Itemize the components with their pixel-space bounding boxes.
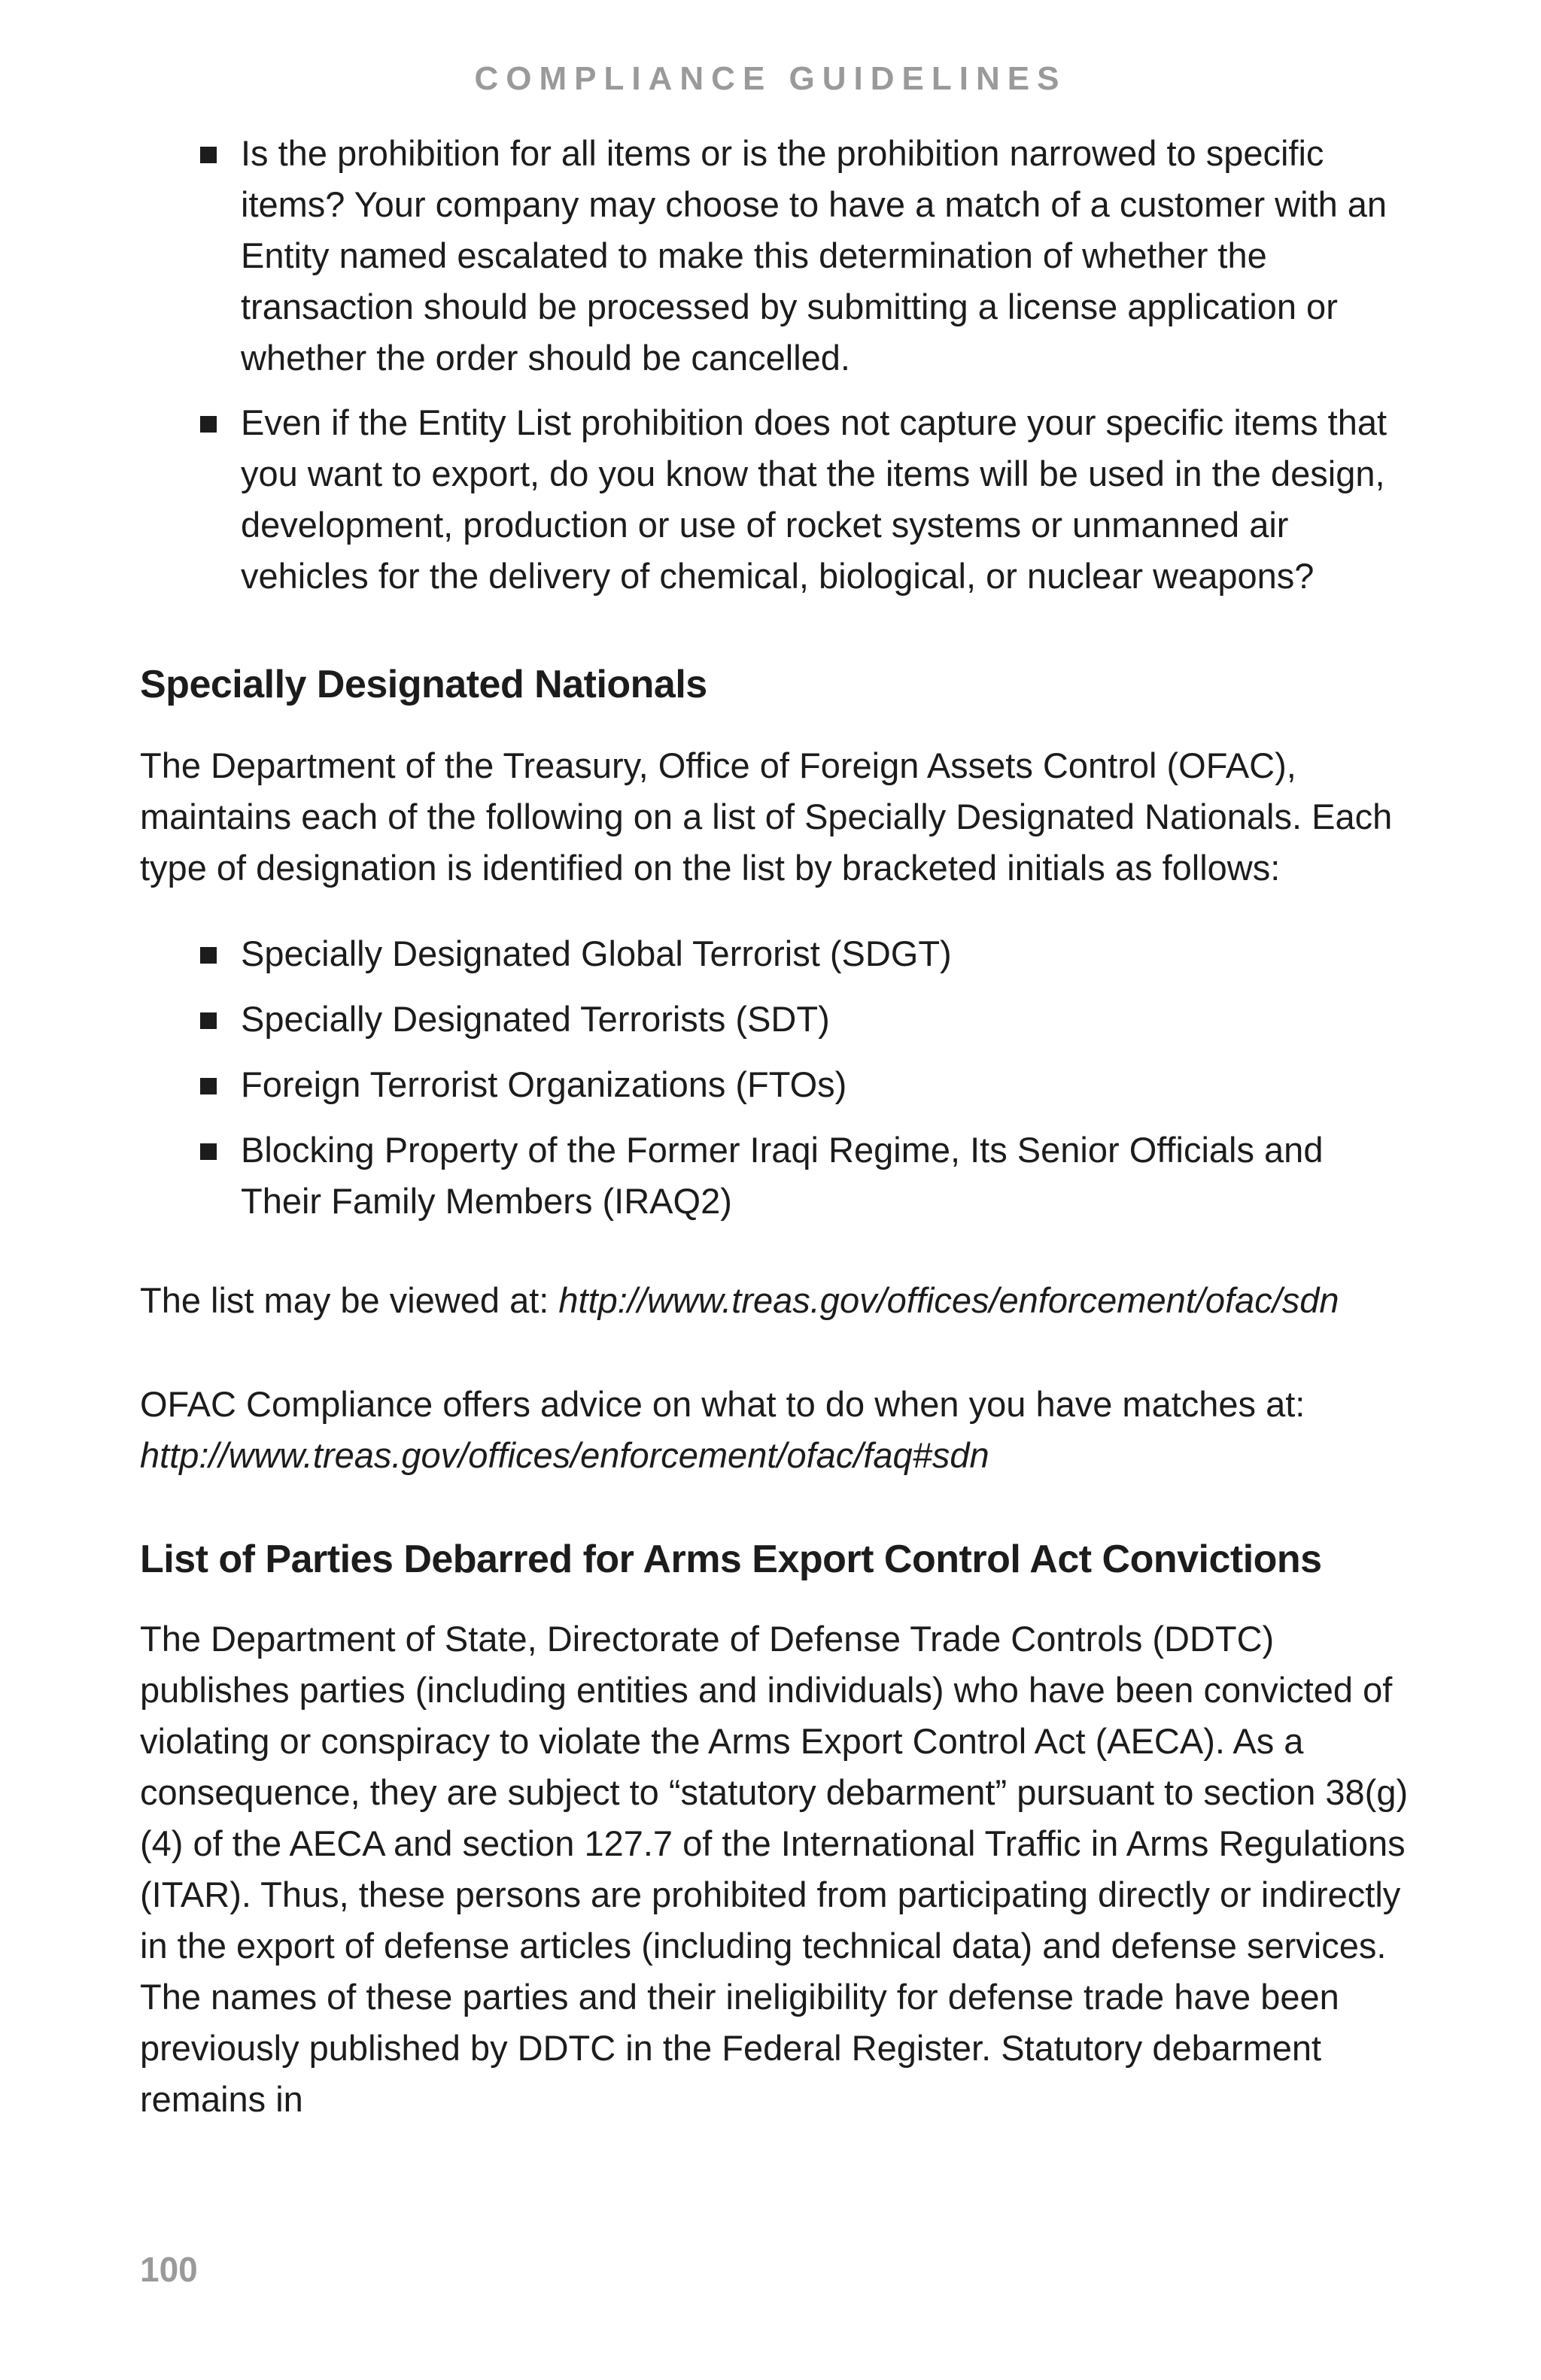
square-bullet-icon — [200, 1143, 217, 1160]
sdn-intro-paragraph: The Department of the Treasury, Office of Foreign Assets Control (OFAC), maintains each of the following on a list of Specially Designated Nationals. Each type of designation is identified on the list by bracketed initials as follows: — [140, 745, 1393, 888]
debarred-body-paragraph: The Department of State, Directorate of Defense Trade Controls (DDTC) publishes parties (including entities and individuals) who have been convicted of violating or conspiracy to violate the Arms Export Control Act (AECA). As a consequence, they are subject to “statutory debarment” pursuant to section 38(g) (4) of the AECA and section 127.7 of the International Traffic in Arms Regulations (ITAR). Thus, these persons are prohibited from participating directly or indirectly in the export of defense articles (including technical data) and defense services. The names of these parties and their ineligibility for defense trade have been previously published by DDTC in the Federal Register. Statutory debarment remains in — [140, 1619, 1409, 2119]
list-item — [140, 128, 1412, 384]
ofac-faq-link[interactable]: http://www.treas.gov/offices/enforcement/ofac/faq#sdn — [140, 1435, 989, 1475]
ofac-advice-text: OFAC Compliance offers advice on what to do when you have matches at: — [140, 1384, 1305, 1424]
page-number: 100 — [140, 2250, 198, 2289]
square-bullet-icon — [200, 416, 217, 433]
list-item — [140, 397, 1412, 602]
square-bullet-icon — [200, 1078, 217, 1094]
page-content — [140, 128, 1412, 2125]
list-item — [140, 928, 1412, 979]
list-item — [140, 994, 1412, 1045]
sdn-list-location-paragraph — [140, 1275, 1412, 1326]
list-item-text: Even if the Entity List prohibition does not capture your specific items that you want to export, do you know that the items will be used in the design, development, production or use of rocket systems or unmanned air vehicles for the delivery of chemical, biological, or nuclear weapons? — [241, 402, 1388, 596]
list-item — [140, 1125, 1412, 1227]
list-item-text: Blocking Property of the Former Iraqi Regime, Its Senior Officials and Their Family Members (IRAQ2) — [241, 1130, 1324, 1221]
square-bullet-icon — [200, 1012, 217, 1029]
list-item-text: Specially Designated Global Terrorist (SDGT) — [241, 933, 952, 973]
entity-list-bullets — [140, 128, 1412, 602]
section-heading-debarred: List of Parties Debarred for Arms Export Control Act Convictions — [140, 1538, 1322, 1581]
sdn-list-link[interactable]: http://www.treas.gov/offices/enforcement/ofac/sdn — [558, 1280, 1339, 1320]
running-header: COMPLIANCE GUIDELINES — [474, 60, 1067, 97]
list-item — [140, 1059, 1412, 1110]
list-item-text: Is the prohibition for all items or is the prohibition narrowed to specific items? Your company may choose to have a match of a customer with an Entity named escalated to make this determination of whether the transaction should be processed by submitting a license application or whether the order should be cancelled. — [241, 133, 1388, 378]
section-heading-sdn: Specially Designated Nationals — [140, 663, 707, 706]
sdn-designation-bullets — [140, 928, 1412, 1227]
square-bullet-icon — [200, 947, 217, 964]
list-item-text: Foreign Terrorist Organizations (FTOs) — [241, 1064, 847, 1104]
ofac-advice-paragraph — [140, 1379, 1412, 1481]
list-item-text: Specially Designated Terrorists (SDT) — [241, 999, 830, 1039]
square-bullet-icon — [200, 147, 217, 163]
sdn-list-location-text: The list may be viewed at: — [140, 1280, 559, 1320]
